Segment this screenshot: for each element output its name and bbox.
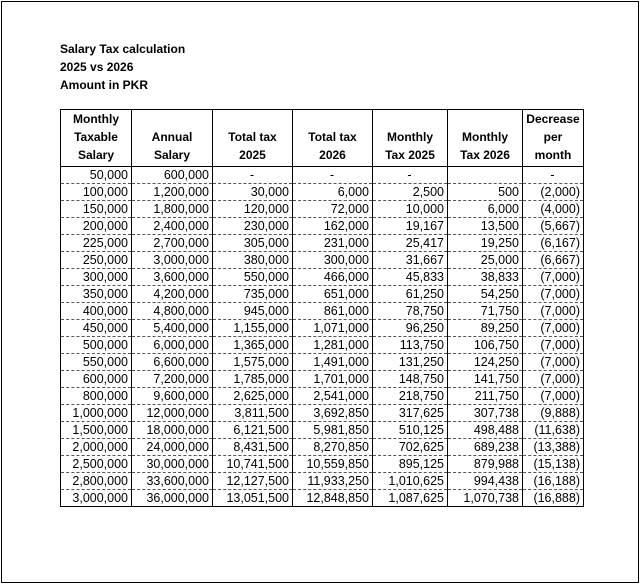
cell-annual-salary: 33,600,000 xyxy=(132,473,213,490)
cell-total-tax-2025: - xyxy=(213,167,293,184)
column-header-line: Monthly xyxy=(73,112,119,126)
cell-monthly-taxable-salary: 800,000 xyxy=(61,388,132,405)
cell-total-tax-2025: 1,365,000 xyxy=(213,337,293,354)
cell-total-tax-2026: 8,270,850 xyxy=(293,439,373,456)
cell-decrease-per-month: (7,000) xyxy=(523,269,584,286)
cell-total-tax-2025: 1,575,000 xyxy=(213,354,293,371)
cell-monthly-tax-2025: 895,125 xyxy=(373,456,448,473)
column-header-annual-salary xyxy=(132,110,213,167)
column-header-line: Tax 2026 xyxy=(460,148,510,162)
cell-total-tax-2025: 12,127,500 xyxy=(213,473,293,490)
cell-decrease-per-month: (5,667) xyxy=(523,218,584,235)
cell-total-tax-2026: 10,559,850 xyxy=(293,456,373,473)
cell-total-tax-2026: 3,692,850 xyxy=(293,405,373,422)
cell-monthly-tax-2026: 38,833 xyxy=(448,269,523,286)
cell-monthly-tax-2026: 307,738 xyxy=(448,405,523,422)
table-row xyxy=(61,354,584,371)
cell-monthly-taxable-salary: 600,000 xyxy=(61,371,132,388)
cell-total-tax-2025: 735,000 xyxy=(213,286,293,303)
cell-total-tax-2026: 12,848,850 xyxy=(293,490,373,507)
cell-monthly-taxable-salary: 50,000 xyxy=(61,167,132,184)
cell-total-tax-2026: - xyxy=(293,167,373,184)
cell-total-tax-2026: 11,933,250 xyxy=(293,473,373,490)
cell-decrease-per-month: (16,188) xyxy=(523,473,584,490)
cell-total-tax-2025: 1,155,000 xyxy=(213,320,293,337)
cell-total-tax-2026: 1,701,000 xyxy=(293,371,373,388)
cell-monthly-tax-2025: 510,125 xyxy=(373,422,448,439)
cell-monthly-tax-2025: 113,750 xyxy=(373,337,448,354)
column-header-line: Tax 2025 xyxy=(385,148,435,162)
cell-total-tax-2026: 162,000 xyxy=(293,218,373,235)
cell-monthly-taxable-salary: 200,000 xyxy=(61,218,132,235)
column-header-line: Decrease xyxy=(526,112,580,126)
column-header-line: Salary xyxy=(153,148,191,162)
cell-annual-salary: 7,200,000 xyxy=(132,371,213,388)
cell-monthly-tax-2025: 19,167 xyxy=(373,218,448,235)
table-row xyxy=(61,490,584,507)
column-header-line: Annual xyxy=(151,130,193,144)
cell-monthly-taxable-salary: 400,000 xyxy=(61,303,132,320)
cell-total-tax-2025: 120,000 xyxy=(213,201,293,218)
column-header-line: Salary xyxy=(77,148,115,162)
table-row xyxy=(61,473,584,490)
salary-tax-table xyxy=(60,109,584,507)
cell-annual-salary: 6,600,000 xyxy=(132,354,213,371)
table-row xyxy=(61,439,584,456)
cell-monthly-tax-2025: 45,833 xyxy=(373,269,448,286)
table-header-row xyxy=(61,110,584,167)
cell-monthly-tax-2026: 71,750 xyxy=(448,303,523,320)
heading-currency: Amount in PKR xyxy=(60,78,148,92)
table-row xyxy=(61,286,584,303)
cell-monthly-tax-2026: 994,438 xyxy=(448,473,523,490)
cell-total-tax-2026: 231,000 xyxy=(293,235,373,252)
cell-monthly-taxable-salary: 300,000 xyxy=(61,269,132,286)
column-header-line: 2026 xyxy=(319,148,346,162)
cell-monthly-tax-2025: - xyxy=(373,167,448,184)
cell-annual-salary: 4,800,000 xyxy=(132,303,213,320)
cell-total-tax-2025: 3,811,500 xyxy=(213,405,293,422)
cell-annual-salary: 600,000 xyxy=(132,167,213,184)
column-header-line: month xyxy=(534,148,572,162)
cell-monthly-tax-2025: 131,250 xyxy=(373,354,448,371)
table-row xyxy=(61,422,584,439)
cell-monthly-taxable-salary: 150,000 xyxy=(61,201,132,218)
cell-total-tax-2025: 10,741,500 xyxy=(213,456,293,473)
cell-decrease-per-month: - xyxy=(523,167,584,184)
cell-annual-salary: 4,200,000 xyxy=(132,286,213,303)
cell-annual-salary: 9,600,000 xyxy=(132,388,213,405)
cell-decrease-per-month: (7,000) xyxy=(523,286,584,303)
column-header-line: per xyxy=(543,130,563,144)
cell-monthly-tax-2026: 25,000 xyxy=(448,252,523,269)
cell-monthly-taxable-salary: 500,000 xyxy=(61,337,132,354)
cell-decrease-per-month: (15,138) xyxy=(523,456,584,473)
cell-monthly-taxable-salary: 350,000 xyxy=(61,286,132,303)
cell-monthly-tax-2026: 141,750 xyxy=(448,371,523,388)
cell-monthly-tax-2026: 6,000 xyxy=(448,201,523,218)
table-row xyxy=(61,303,584,320)
cell-total-tax-2025: 6,121,500 xyxy=(213,422,293,439)
heading-title: Salary Tax calculation xyxy=(60,42,186,56)
cell-decrease-per-month: (7,000) xyxy=(523,354,584,371)
cell-annual-salary: 36,000,000 xyxy=(132,490,213,507)
table-row xyxy=(61,201,584,218)
cell-total-tax-2026: 72,000 xyxy=(293,201,373,218)
cell-monthly-tax-2025: 78,750 xyxy=(373,303,448,320)
cell-monthly-tax-2026: 19,250 xyxy=(448,235,523,252)
cell-monthly-tax-2026: 13,500 xyxy=(448,218,523,235)
cell-monthly-tax-2025: 10,000 xyxy=(373,201,448,218)
cell-decrease-per-month: (7,000) xyxy=(523,388,584,405)
column-header-monthly-tax-2025 xyxy=(373,110,448,167)
cell-monthly-tax-2025: 148,750 xyxy=(373,371,448,388)
column-header-line: Monthly xyxy=(462,130,508,144)
cell-total-tax-2025: 2,625,000 xyxy=(213,388,293,405)
column-header-line: Total tax xyxy=(228,130,277,144)
cell-monthly-taxable-salary: 1,000,000 xyxy=(61,405,132,422)
table-row xyxy=(61,337,584,354)
cell-monthly-tax-2025: 317,625 xyxy=(373,405,448,422)
cell-monthly-tax-2025: 25,417 xyxy=(373,235,448,252)
cell-total-tax-2025: 1,785,000 xyxy=(213,371,293,388)
cell-monthly-tax-2026: 1,070,738 xyxy=(448,490,523,507)
cell-monthly-tax-2025: 61,250 xyxy=(373,286,448,303)
cell-decrease-per-month: (9,888) xyxy=(523,405,584,422)
cell-monthly-tax-2025: 31,667 xyxy=(373,252,448,269)
cell-monthly-tax-2026: 689,238 xyxy=(448,439,523,456)
table-row xyxy=(61,167,584,184)
cell-total-tax-2026: 861,000 xyxy=(293,303,373,320)
cell-annual-salary: 30,000,000 xyxy=(132,456,213,473)
cell-decrease-per-month: (11,638) xyxy=(523,422,584,439)
cell-annual-salary: 5,400,000 xyxy=(132,320,213,337)
cell-monthly-tax-2025: 702,625 xyxy=(373,439,448,456)
cell-total-tax-2025: 13,051,500 xyxy=(213,490,293,507)
cell-monthly-tax-2025: 96,250 xyxy=(373,320,448,337)
table-row xyxy=(61,235,584,252)
column-header-decrease-per-month xyxy=(523,110,584,167)
cell-monthly-taxable-salary: 2,500,000 xyxy=(61,456,132,473)
table-row xyxy=(61,269,584,286)
cell-monthly-tax-2026: 124,250 xyxy=(448,354,523,371)
table-row xyxy=(61,371,584,388)
cell-total-tax-2026: 2,541,000 xyxy=(293,388,373,405)
cell-total-tax-2026: 1,491,000 xyxy=(293,354,373,371)
table-row xyxy=(61,320,584,337)
column-header-monthly-tax-2026 xyxy=(448,110,523,167)
cell-monthly-tax-2025: 1,087,625 xyxy=(373,490,448,507)
table-row xyxy=(61,456,584,473)
cell-decrease-per-month: (7,000) xyxy=(523,303,584,320)
cell-monthly-tax-2026 xyxy=(448,167,523,184)
column-header-monthly-taxable-salary xyxy=(61,110,132,167)
cell-total-tax-2026: 1,071,000 xyxy=(293,320,373,337)
cell-total-tax-2026: 300,000 xyxy=(293,252,373,269)
column-header-line: Total tax xyxy=(308,130,357,144)
cell-total-tax-2025: 380,000 xyxy=(213,252,293,269)
cell-decrease-per-month: (2,000) xyxy=(523,184,584,201)
cell-monthly-taxable-salary: 250,000 xyxy=(61,252,132,269)
cell-monthly-tax-2026: 498,488 xyxy=(448,422,523,439)
cell-decrease-per-month: (4,000) xyxy=(523,201,584,218)
cell-monthly-tax-2025: 1,010,625 xyxy=(373,473,448,490)
cell-annual-salary: 2,700,000 xyxy=(132,235,213,252)
cell-annual-salary: 12,000,000 xyxy=(132,405,213,422)
cell-annual-salary: 3,000,000 xyxy=(132,252,213,269)
cell-annual-salary: 24,000,000 xyxy=(132,439,213,456)
cell-total-tax-2025: 230,000 xyxy=(213,218,293,235)
column-header-line: 2025 xyxy=(239,148,266,162)
cell-total-tax-2025: 550,000 xyxy=(213,269,293,286)
cell-monthly-taxable-salary: 3,000,000 xyxy=(61,490,132,507)
cell-total-tax-2026: 651,000 xyxy=(293,286,373,303)
cell-annual-salary: 1,200,000 xyxy=(132,184,213,201)
cell-monthly-taxable-salary: 450,000 xyxy=(61,320,132,337)
cell-monthly-taxable-salary: 1,500,000 xyxy=(61,422,132,439)
cell-total-tax-2025: 305,000 xyxy=(213,235,293,252)
cell-annual-salary: 1,800,000 xyxy=(132,201,213,218)
cell-monthly-tax-2026: 106,750 xyxy=(448,337,523,354)
column-header-total-tax-2026 xyxy=(293,110,373,167)
column-header-line: Taxable xyxy=(74,130,118,144)
cell-decrease-per-month: (7,000) xyxy=(523,371,584,388)
cell-decrease-per-month: (7,000) xyxy=(523,337,584,354)
cell-monthly-tax-2026: 211,750 xyxy=(448,388,523,405)
cell-total-tax-2026: 466,000 xyxy=(293,269,373,286)
heading-years: 2025 vs 2026 xyxy=(60,60,134,74)
cell-decrease-per-month: (16,888) xyxy=(523,490,584,507)
column-header-line: Monthly xyxy=(387,130,433,144)
table-row xyxy=(61,218,584,235)
cell-monthly-taxable-salary: 550,000 xyxy=(61,354,132,371)
cell-decrease-per-month: (7,000) xyxy=(523,320,584,337)
cell-total-tax-2025: 8,431,500 xyxy=(213,439,293,456)
table-body xyxy=(61,167,584,507)
cell-total-tax-2026: 6,000 xyxy=(293,184,373,201)
cell-total-tax-2026: 1,281,000 xyxy=(293,337,373,354)
cell-monthly-tax-2026: 879,988 xyxy=(448,456,523,473)
table-row xyxy=(61,184,584,201)
column-header-total-tax-2025 xyxy=(213,110,293,167)
document-heading xyxy=(60,40,185,94)
cell-monthly-taxable-salary: 2,000,000 xyxy=(61,439,132,456)
cell-annual-salary: 18,000,000 xyxy=(132,422,213,439)
cell-monthly-tax-2026: 500 xyxy=(448,184,523,201)
cell-total-tax-2025: 30,000 xyxy=(213,184,293,201)
cell-total-tax-2026: 5,981,850 xyxy=(293,422,373,439)
cell-monthly-taxable-salary: 100,000 xyxy=(61,184,132,201)
cell-decrease-per-month: (6,167) xyxy=(523,235,584,252)
cell-annual-salary: 2,400,000 xyxy=(132,218,213,235)
cell-total-tax-2025: 945,000 xyxy=(213,303,293,320)
cell-decrease-per-month: (13,388) xyxy=(523,439,584,456)
cell-monthly-tax-2025: 218,750 xyxy=(373,388,448,405)
cell-annual-salary: 3,600,000 xyxy=(132,269,213,286)
cell-monthly-tax-2025: 2,500 xyxy=(373,184,448,201)
cell-decrease-per-month: (6,667) xyxy=(523,252,584,269)
table-row xyxy=(61,252,584,269)
cell-monthly-taxable-salary: 225,000 xyxy=(61,235,132,252)
cell-monthly-tax-2026: 54,250 xyxy=(448,286,523,303)
cell-annual-salary: 6,000,000 xyxy=(132,337,213,354)
cell-monthly-taxable-salary: 2,800,000 xyxy=(61,473,132,490)
cell-monthly-tax-2026: 89,250 xyxy=(448,320,523,337)
table-row xyxy=(61,405,584,422)
table-row xyxy=(61,388,584,405)
